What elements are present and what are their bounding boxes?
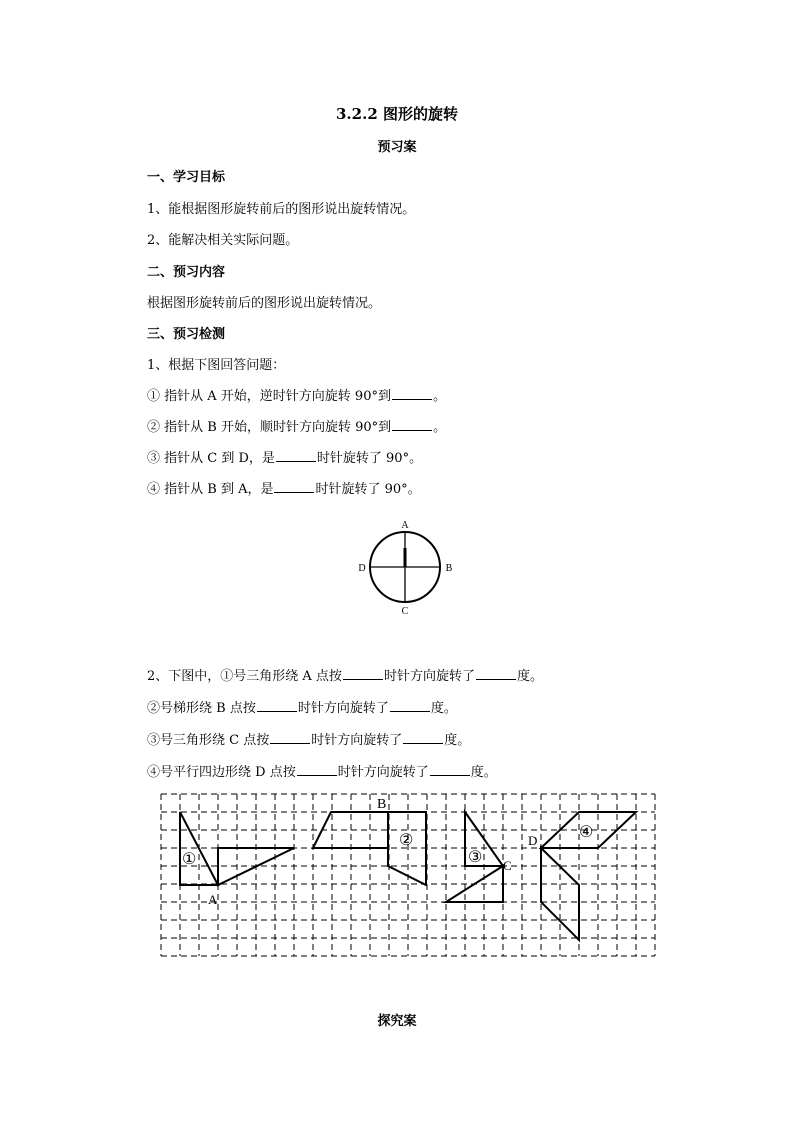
question1-item-2-text: ② 指针从 B 开始，顺时针方向旋转 90°到 — [147, 420, 392, 435]
question2-line-1-text-b: 时针方向旋转了 — [383, 669, 475, 684]
answer-blank[interactable] — [476, 667, 516, 680]
question2-line-3-text-c: 度。 — [444, 733, 471, 748]
question1-item-1 — [147, 385, 446, 404]
question1-item-3-end: 时针旋转了 90°。 — [316, 451, 423, 466]
figure-label-4: ④ — [579, 824, 594, 841]
question2-line-2-text-c: 度。 — [430, 701, 457, 716]
question2-line-4-text-c: 度。 — [470, 765, 497, 780]
point-label-b: B — [377, 797, 387, 812]
figure-label-1: ① — [182, 851, 197, 868]
answer-blank[interactable] — [270, 731, 310, 744]
point-label-c: C — [503, 858, 512, 873]
answer-blank[interactable] — [403, 731, 443, 744]
question2-line-1-text-c: 度。 — [516, 669, 543, 684]
question1-item-4-text: ④ 指针从 B 到 A，是 — [147, 482, 274, 497]
question2-line-2-text-a: ②号梯形绕 B 点按 — [147, 701, 256, 716]
figure-label-3: ③ — [468, 849, 483, 866]
question2-line-3-text-b: 时针方向旋转了 — [311, 733, 403, 748]
question2-line-2 — [147, 697, 457, 716]
question1-item-3-text: ③ 指针从 C 到 D，是 — [147, 451, 275, 466]
question1-item-1-text: ① 指针从 A 开始，逆时针方向旋转 90°到 — [147, 389, 391, 404]
goal-item-1: 1、能根据图形旋转前后的图形说出旋转情况。 — [147, 202, 416, 217]
answer-blank[interactable] — [392, 418, 432, 431]
page-title: 3.2.2 图形的旋转 — [336, 105, 458, 123]
answer-blank[interactable] — [390, 699, 430, 712]
answer-blank[interactable] — [274, 480, 314, 493]
answer-blank[interactable] — [276, 449, 316, 462]
figure-label-2: ② — [399, 832, 414, 849]
clock-label-d: D — [358, 563, 366, 574]
point-label-d: D — [528, 833, 538, 848]
heading-preview-check: 三、预习检测 — [147, 327, 226, 342]
clock-label-a: A — [401, 520, 409, 531]
rotation-grid-diagram — [155, 790, 663, 960]
question2-line-3-text-a: ③号三角形绕 C 点按 — [147, 733, 270, 748]
point-label-a: A — [208, 892, 218, 907]
question2-line-1 — [147, 665, 543, 684]
clock-diagram — [355, 514, 455, 619]
question2-line-4-text-b: 时针方向旋转了 — [337, 765, 429, 780]
answer-blank[interactable] — [297, 763, 337, 776]
clock-label-b: B — [445, 563, 453, 574]
answer-blank[interactable] — [257, 699, 297, 712]
answer-blank[interactable] — [343, 667, 383, 680]
section-subtitle-preview: 预习案 — [377, 140, 417, 155]
section-subtitle-explore: 探究案 — [377, 1014, 417, 1029]
preview-content-text: 根据图形旋转前后的图形说出旋转情况。 — [147, 296, 382, 311]
question2-line-1-text-a: 2、下图中，①号三角形绕 A 点按 — [147, 669, 342, 684]
question1-item-1-end: 。 — [432, 389, 446, 404]
clock-label-c: C — [401, 606, 409, 617]
question1-item-2 — [147, 416, 446, 435]
question1-item-4 — [147, 478, 421, 497]
answer-blank[interactable] — [392, 387, 432, 400]
question2-line-4 — [147, 761, 497, 780]
heading-learning-goals: 一、学习目标 — [147, 170, 226, 185]
goal-item-2: 2、能解决相关实际问题。 — [147, 233, 299, 248]
question1-intro: 1、根据下图回答问题： — [147, 358, 286, 373]
question2-line-3 — [147, 729, 470, 748]
question1-item-2-end: 。 — [433, 420, 447, 435]
question2-line-2-text-b: 时针方向旋转了 — [297, 701, 389, 716]
question1-item-4-end: 时针旋转了 90°。 — [315, 482, 421, 497]
question1-item-3 — [147, 447, 422, 466]
answer-blank[interactable] — [430, 763, 470, 776]
heading-preview-content: 二、预习内容 — [147, 265, 226, 280]
clock-pointer — [404, 548, 407, 567]
question2-line-4-text-a: ④号平行四边形绕 D 点按 — [147, 765, 296, 780]
